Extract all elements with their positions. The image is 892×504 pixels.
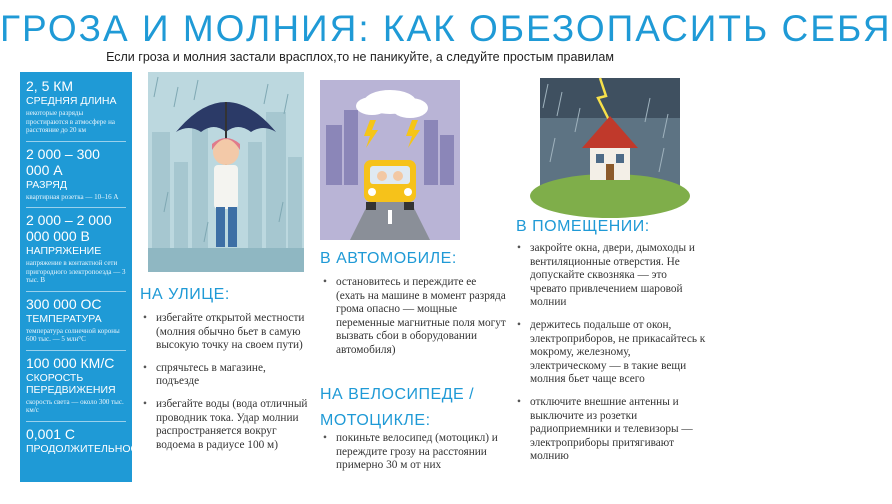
stat-label: ТЕМПЕРАТУРА xyxy=(26,312,102,325)
stat-value: 2 000 – 300 000 А xyxy=(26,145,100,178)
stat-note: некоторые разряды простираются в атмосфере на расстояние до 20 км xyxy=(26,109,115,134)
stat-value: 2, 5 КМ xyxy=(26,78,74,94)
stat-current xyxy=(26,141,126,205)
bike-tips-list xyxy=(322,432,502,482)
stat-label: СКОРОСТЬ ПЕРЕДВИЖЕНИЯ xyxy=(26,371,116,396)
stat-label: НАПРЯЖЕНИЕ xyxy=(26,245,102,257)
section-heading-indoor: В ПОМЕЩЕНИИ: xyxy=(516,218,650,235)
stat-note: напряжение в контактной сети пригородного электропоезда — 3 тыс. В xyxy=(26,259,126,284)
stat-temperature xyxy=(26,291,126,347)
page-subtitle: Если гроза и молния застали врасплох,то не паникуйте, а следуйте простым правилам xyxy=(106,50,614,64)
stat-note: температура солнечной короны 600 тыс. — 5 млн°С xyxy=(26,326,120,343)
stat-speed xyxy=(26,350,126,418)
stat-label: РАЗРЯД xyxy=(26,178,67,191)
umbrella-girl-illustration xyxy=(148,72,304,272)
stat-label: СРЕДНЯЯ ДЛИНА xyxy=(26,95,117,107)
list-item: • покиньте велосипед (мотоцикл) и переждите грозу на расстоянии примерно 30 м от них xyxy=(322,432,502,473)
list-item: • закройте окна, двери, дымоходы и вентиляционные отверстия. Не допускайте сквозняка — это чревато привлечением шаровой молнии xyxy=(516,242,706,310)
house-lightning-illustration xyxy=(540,78,680,200)
indoor-tips-list xyxy=(516,242,706,473)
stat-voltage xyxy=(26,207,126,288)
stats-panel xyxy=(20,72,152,482)
street-tips-list xyxy=(142,312,310,461)
stat-value: 300 000 ОС xyxy=(26,295,102,312)
section-heading-car: В АВТОМОБИЛЕ: xyxy=(320,250,457,267)
section-heading-street: НА УЛИЦЕ: xyxy=(140,286,230,303)
stat-value: 2 000 – 2 000 000 000 В xyxy=(26,212,112,244)
stat-note: скорость света — около 300 тыс. км/с xyxy=(26,397,124,414)
list-item: • избегайте воды (вода отличный проводник тока. Удар молнии распространяется вокруг водоема в радиусе 100 м) xyxy=(142,398,310,452)
stat-duration xyxy=(26,421,152,458)
list-item: • избегайте открытой местности (молния обычно бьет в самую высокую точку на своем пути) xyxy=(142,312,310,353)
stat-note: квартирная розетка — 10–16 А xyxy=(26,192,119,201)
stat-value: 0,001 С xyxy=(26,425,76,442)
page-title: ГРОЗА И МОЛНИЯ: КАК ОБЕЗОПАСИТЬ СЕБЯ xyxy=(0,8,892,49)
section-heading-bike xyxy=(320,382,474,434)
list-item: • отключите внешние антенны и выключите из розетки радиоприемники и телевизоры — электроприборы притягивают молнию xyxy=(516,396,706,464)
stat-label: ПРОДОЛЖИТЕЛЬНОСТЬ xyxy=(26,442,152,455)
list-item: • держитесь подальше от окон, электроприборов, не прикасайтесь к мокрому, железному, электрическому — в такие вещи молния бьет чаще всего xyxy=(516,319,706,387)
stat-value: 100 000 КМ/С xyxy=(26,354,115,371)
bike-heading-line1: НА ВЕЛОСИПЕДЕ / xyxy=(320,386,475,403)
car-storm-illustration xyxy=(320,80,460,240)
car-tips-list xyxy=(322,276,508,367)
list-item: • остановитесь и переждите ее (ехать на машине в момент разряда грома опасно — мощные переменные магнитные поля могут вызвать сбои в оборудовании автомобиля) xyxy=(322,276,508,358)
list-item: • спрячьтесь в магазине, подъезде xyxy=(142,362,310,389)
stat-length xyxy=(26,78,126,138)
bike-heading-line2: МОТОЦИКЛЕ: xyxy=(320,412,431,429)
